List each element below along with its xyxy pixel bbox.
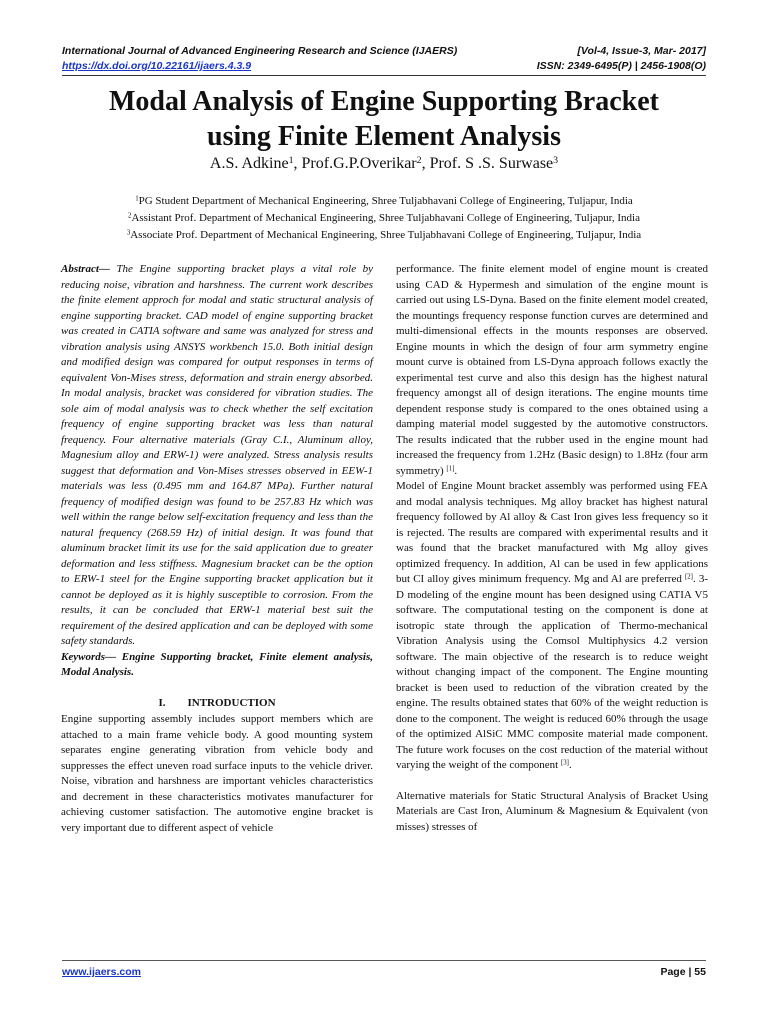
author-name: Prof.G.P.Overikar	[301, 155, 417, 172]
title-line-2: using Finite Element Analysis	[207, 121, 561, 152]
journal-header	[62, 45, 706, 57]
author-list	[40, 155, 728, 173]
affiliation-item	[40, 193, 728, 210]
affiliation-item	[40, 227, 728, 244]
author-mark: 2	[416, 155, 422, 167]
keywords-text: Engine Supporting bracket, Finite element analysis, Modal Analysis.	[61, 650, 373, 678]
left-column	[61, 262, 373, 836]
author-mark: 1	[288, 155, 294, 167]
affiliation-mark: 2	[128, 212, 132, 220]
affiliation-item	[40, 210, 728, 227]
paragraph-text: .	[454, 464, 458, 477]
keywords-label: Keywords—	[61, 650, 116, 663]
title-line-1: Modal Analysis of Engine Supporting Bracket	[109, 86, 659, 117]
header-divider	[62, 75, 706, 76]
paragraph-text: .	[568, 759, 572, 771]
author-sep: ,	[421, 155, 430, 172]
author-mark: 3	[553, 155, 559, 167]
doi-link[interactable]: https://dx.doi.org/10.22161/ijaers.4.3.9	[62, 60, 252, 72]
journal-subheader	[62, 60, 706, 72]
paragraph-text: Model of Engine Mount bracket assembly was performed using FEA and modal analysis techniques. Mg alloy bracket has highest natural frequency followed by Al alloy & Cast Iron gives less frequency so it is rejected. The results are compared with experimental results and it was found that the bracket manufactured with Mg alloy gives optimized frequency. In addition, Al can be used in few applications but CI alloy gives minimum frequency. Mg and Al are preferred	[396, 480, 708, 585]
keywords	[61, 650, 373, 681]
abstract-label: Abstract—	[61, 263, 110, 275]
abstract	[61, 262, 373, 650]
journal-website-link[interactable]: www.ijaers.com	[62, 966, 141, 978]
affiliation-text: Assistant Prof. Department of Mechanical Engineering, Shree Tuljabhavani College of Engineering, Tuljapur, India	[131, 212, 640, 224]
paper-title	[40, 84, 728, 154]
journal-name: International Journal of Advanced Engineering Research and Science (IJAERS)	[62, 45, 458, 57]
citation-ref: [1]	[446, 465, 455, 473]
paragraph-text: performance. The finite element model of engine mount is created using CAD & Hypermesh and simulation of the engine mount is carried out using LS-Dyna. Based on the finite element model created, the mountings frequency response function curves are determined and multi-dimensional effects in the mounts responses are observed. Engine mounts in which the design of four arm symmetry engine mount curve is obtained from LS-Dyna approach follows exactly the experimental test curve and also this design has the highest natural frequency amongst all of design iterations. The engine mounts time dependent response study is compared to the ones obtained using a damping material model suggested by the automotive constructors. The results indicated that the rubber used in the engine mount had increased the frequency from 1.2Hz (Basic design) to 1.8Hz (four arm symmetry)	[396, 263, 708, 477]
introduction-paragraph: Engine supporting assembly includes support members which are attached to a main frame vehicle body. A good mounting system separates engine generating vibration from vehicle body and suppresses the effect uneven road surface inputs to the vehicle driver. Noise, vibration and harshness are important vehicles characteristics and decrement in these characteristics motivates manufacturer for achieving customer satisfaction. The automotive engine bracket is very important due to different aspect of vehicle	[61, 713, 373, 834]
paragraph-text: . 3-D modeling of the engine mount has been designed using CATIA V5 software. The computational testing on the component is done at isotropic state through the application of Thermo-mechanical Vibration Analysis using the Comsol Multiphysics 4.2 version software. The main objective of the research is to reduce weight without changing impact of the component. The Engine mounting bracket is been used to reduction of the vibration created by the engine. The results obtained states that 60% of the weight reduction is done to the component. The weight is reduced 60% through the usage of the optimized AlSiC MMC composite material made component. The future work focuses on the cost reduction of the material without varying the weight of the component	[396, 573, 708, 771]
body-paragraph	[396, 479, 708, 774]
affiliation-text: PG Student Department of Mechanical Engineering, Shree Tuljabhavani College of Engineering, Tuljapur, India	[138, 195, 633, 207]
citation-ref: [2]	[684, 573, 693, 581]
abstract-text: The Engine supporting bracket plays a vital role by reducing noise, vibration and harshness. The current work describes the finite element approch for modal and static structural analysis of engine supporting bracket. CAD model of engine supporting bracket was created in CATIA software and same was analyzed for stress and vibration analysis using ANSYS workbench 15.0. Both initial design and modified design was compared for output responses in terms of equivalent Von-Mises stress, deformation and strain energy absorbed. In modal analysis, bracket was considered for vibration studies. The sole aim of modal analysis was to check whether the self excitation frequency of engine supporting bracket was less than natural frequency. Four alternative materials (Gray C.I., Aluminum alloy, Magnesium alloy and ERW-1) were analyzed. Stress analysis results suggest that deformation and Von-Mises stresses observed in EEW-1 materials was less (0.495 mm and 164.87 MPa). Further natural frequency of modified design was found to be 257.83 Hz which was well within the range below self-excitation frequency and less than the natural frequency (268.59 Hz) of initial design. It was found that aluminum bracket limit its use for the said application due to greater deformation and less stiffness. Magnesium bracket can be the option to ERW-1 steel for the Engine supporting bracket application but it cannot be deployed as it is highly susceptible to corrosion. From the results, it can be concluded that ERW-1 material best suit the requirement of the desired application and can be deployed with some safety standards.	[61, 263, 373, 647]
volume-info: [Vol-4, Issue-3, Mar- 2017]	[577, 45, 706, 57]
section-title: INTRODUCTION	[187, 696, 276, 709]
affiliations	[40, 193, 728, 244]
citation-ref: [3]	[560, 759, 569, 767]
author-name: A.S. Adkine	[209, 155, 289, 172]
affiliation-text: Associate Prof. Department of Mechanical Engineering, Shree Tuljabhavani College of Engineering, Tuljapur, India	[130, 229, 642, 241]
affiliation-mark: 1	[135, 195, 139, 203]
author-sep: ,	[293, 155, 302, 172]
issn-info: ISSN: 2349-6495(P) | 2456-1908(O)	[536, 60, 706, 72]
page-footer	[62, 966, 706, 978]
section-number: I.	[158, 696, 166, 709]
page-number: Page | 55	[660, 966, 706, 978]
right-column	[396, 262, 708, 835]
author-name: Prof. S .S. Surwase	[429, 155, 554, 172]
body-paragraph: Alternative materials for Static Structural Analysis of Bracket Using Materials are Cast Iron, Aluminum & Magnesium & Equivalent (von misses) stresses of	[396, 789, 708, 833]
affiliation-mark: 3	[126, 229, 131, 237]
body-paragraph	[396, 262, 708, 479]
section-heading-introduction	[61, 696, 373, 712]
footer-divider	[62, 960, 706, 961]
